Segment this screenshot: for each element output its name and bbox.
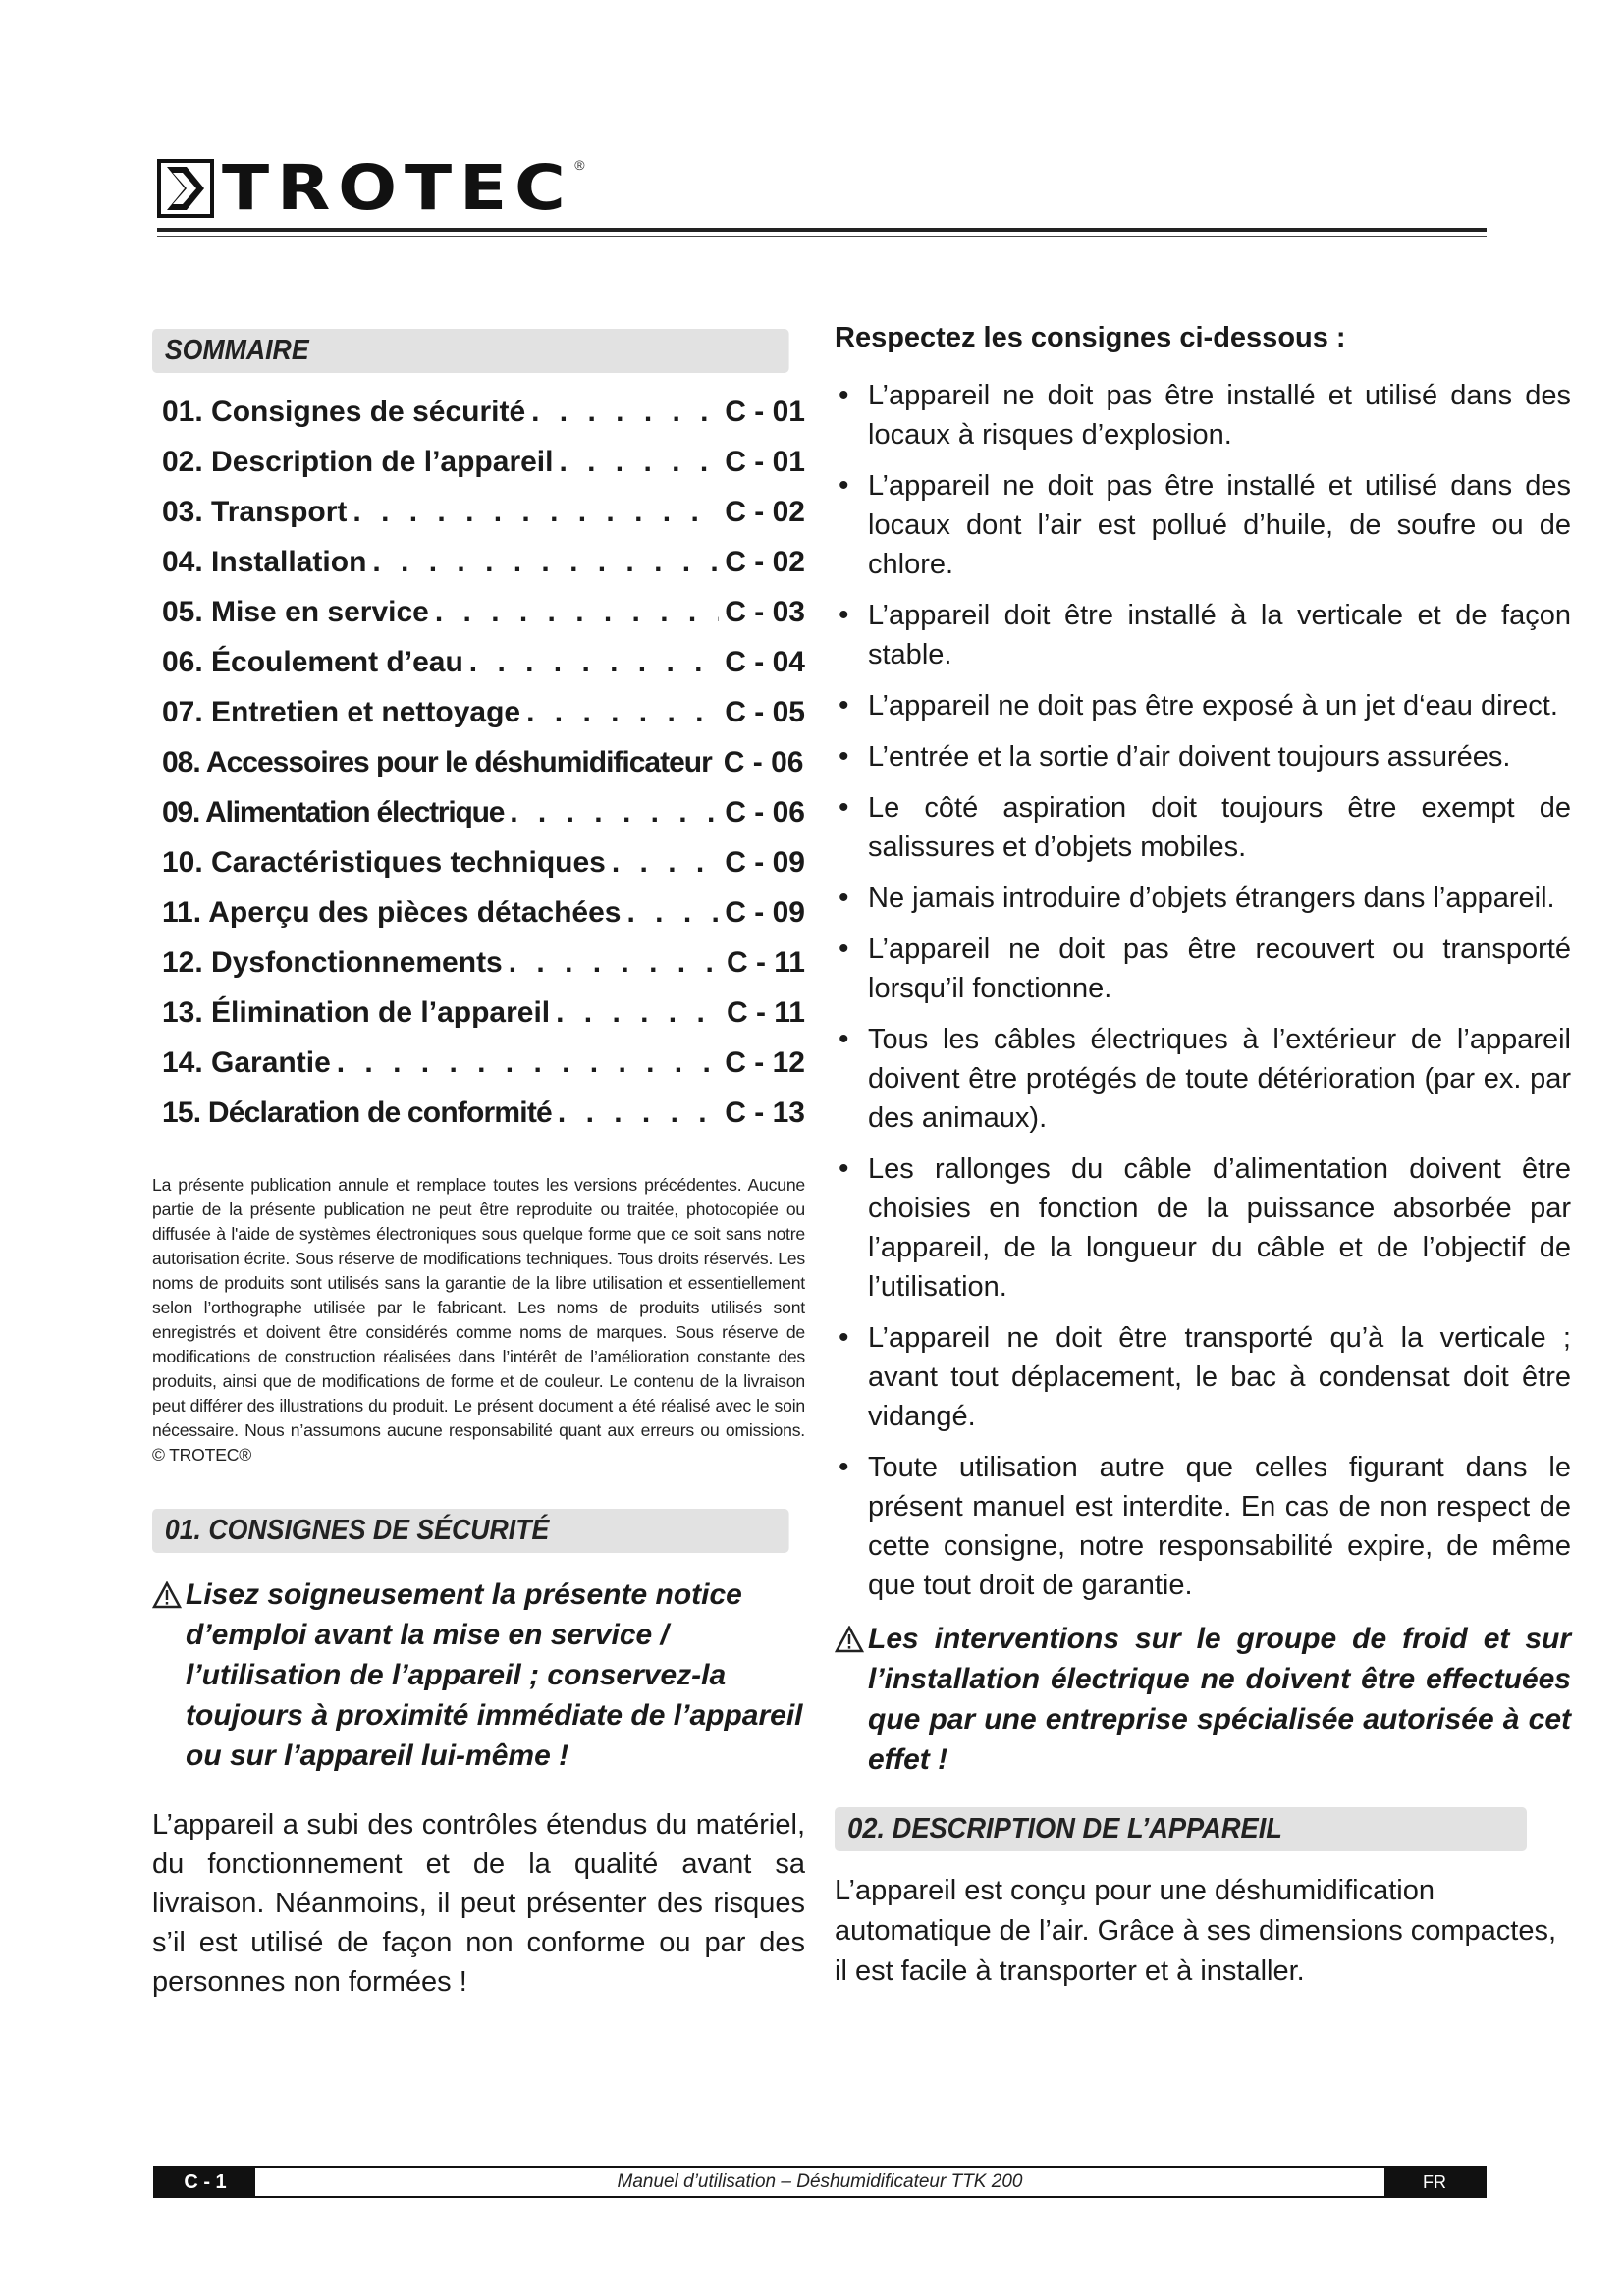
trotec-logo [157,152,585,224]
toc-entry-page: C - 13 [725,1096,805,1129]
toc-leader [626,887,719,937]
trotec-logo-mark-icon [157,159,214,218]
toc-entry-10[interactable] [152,837,805,887]
toc-leader [469,637,720,687]
toc-entry-title: 15. Déclaration de conformité [162,1096,552,1129]
footer-title: Manuel d’utilisation – Déshumidificateur TTK 200 [617,2171,1023,2192]
list-item: • Toute utilisation autre que celles figurant dans le présent manuel est interdite. En cas de non respect de cette consigne, notre responsabilité expire, de même que tout droit de garantie. [835,1448,1571,1605]
list-item: • L’appareil ne doit pas être installé et utilisé dans des locaux dont l’air est pollué d’huile, de soufre ou de chlore. [835,466,1571,584]
warning-triangle-icon [152,1581,182,1609]
toc-entry-11[interactable] [152,887,805,937]
list-item: • L’appareil doit être installé à la verticale et de façon stable. [835,596,1571,674]
list-item: • L’appareil ne doit pas être recouvert ou transporté lorsqu’il fonctionne. [835,930,1571,1008]
warning-triangle-icon [835,1626,864,1653]
toc-entry-06[interactable] [152,637,805,687]
toc-entry-page: C - 01 [725,396,805,428]
toc-leader [352,487,719,537]
list-item: • Tous les câbles électriques à l’extérieur de l’appareil doivent être protégés de toute détérioration (par ex. par des animaux). [835,1020,1571,1138]
toc-entry-page: C - 05 [725,696,805,728]
language-code: FR [1384,2168,1485,2196]
toc-leader [509,937,721,988]
header-rule-thin [157,236,1487,237]
toc-entry-title: 13. Élimination de l’appareil [162,996,551,1029]
safety-heading: 01. CONSIGNES DE SÉCURITÉ [152,1509,788,1553]
toc-entry-title: 10. Caractéristiques techniques [162,846,606,879]
toc-entry-15[interactable] [152,1088,805,1138]
toc-entry-page: C - 09 [725,846,805,879]
toc-entry-page: C - 01 [725,446,805,478]
toc-leader [435,587,719,637]
toc-entry-07[interactable] [152,687,805,737]
toc-entry-title: 01. Consignes de sécurité [162,396,526,428]
safety-warning [152,1575,805,1776]
toc-entry-title: 12. Dysfonctionnements [162,946,503,979]
toc-leader [531,387,719,437]
toc-entry-08[interactable] [152,737,805,787]
toc-leader [556,988,721,1038]
toc-entry-page: C - 06 [723,746,804,778]
left-column [152,329,805,2030]
toc-entry-page: C - 03 [725,596,805,628]
toc-entry-page: C - 02 [725,546,805,578]
toc-entry-02[interactable] [152,437,805,487]
toc-entry-14[interactable] [152,1038,805,1088]
toc-leader [612,837,719,887]
page-footer [153,2166,1487,2198]
toc-entry-09[interactable] [152,787,805,837]
toc-leader [372,537,719,587]
toc-entry-title: 04. Installation [162,546,367,578]
toc-entry-page: C - 04 [725,646,805,678]
right-column [835,322,1571,2020]
header-rule [157,228,1487,232]
toc-entry-03[interactable] [152,487,805,537]
registered-mark: ® [574,157,585,173]
toc-entry-page: C - 06 [725,796,805,828]
list-item: • Les rallonges du câble d’alimentation doivent être choisies en fonction de la puissance absorbée par l’appareil, de la longueur du câble et de l’objectif de l’utilisation. [835,1149,1571,1307]
toc-entry-title: 07. Entretien et nettoyage [162,696,521,728]
toc-entry-12[interactable] [152,937,805,988]
toc-heading: SOMMAIRE [152,329,788,373]
toc-entry-04[interactable] [152,537,805,587]
list-item: • Ne jamais introduire d’objets étrangers dans l’appareil. [835,879,1571,918]
description-text: L’appareil est conçu pour une déshumidification automatique de l’air. Grâce à ses dimensions compactes, il est facile à transporter et à installer. [835,1875,1557,1987]
toc-entry-page: C - 11 [726,996,805,1029]
legal-notice: La présente publication annule et remplace toutes les versions précédentes. Aucune partie de la présente publication ne peut être reproduite ou traitée, photocopiée ou diffusée à l'aide de systèmes électroniques sous quelque forme que ce soit sans notre autorisation écrite. Sous réserve de modifications techniques. Tous droits réservés. Les noms de produits sont utilisés sans la garantie de la libre utilisation et essentiellement selon l’orthographe utilisée par le fabricant. Les noms de produits utilisés sont enregistrés et doivent être considérés comme noms de marques. Sous réserve de modifications de construction réalisées dans l’intérêt de l’amélioration constante des produits, ainsi que de modifications de forme et de couleur. Le contenu de la livraison peut différer des illustrations du produit. Le présent document a été réalisé avec le soin nécessaire. Nous n’assumons aucune responsabilité quant aux erreurs ou omissions. © TROTEC® [152,1175,805,1465]
safety-rules-list [835,376,1571,1605]
list-item: • Le côté aspiration doit toujours être exempt de salissures et d’objets mobiles. [835,788,1571,867]
list-item: • L’entrée et la sortie d’air doivent toujours assurées. [835,737,1571,776]
toc-entry-title: 14. Garantie [162,1046,331,1079]
toc-entry-title: 08. Accessoires pour le déshumidificateur [162,746,712,778]
toc-entry-title: 02. Description de l’appareil [162,446,554,478]
safety-paragraph: L’appareil a subi des contrôles étendus du matériel, du fonctionnement et de la qualité avant sa livraison. Néanmoins, il peut présenter des risques s’il est utilisé de façon non conforme ou par des personnes non formées ! [152,1809,805,1998]
toc-entry-page: C - 11 [726,946,805,979]
toc-entry-01[interactable] [152,387,805,437]
table-of-contents [152,387,805,1138]
toc-leader [558,1088,719,1138]
toc-entry-title: 09. Alimentation électrique [162,796,505,828]
toc-entry-page: C - 02 [725,496,805,528]
list-item: • L’appareil ne doit pas être installé et utilisé dans des locaux à risques d’explosion. [835,376,1571,454]
brand-name: TROTEC [222,152,573,224]
description-heading: 02. DESCRIPTION DE L’APPAREIL [835,1807,1527,1851]
toc-entry-title: 11. Aperçu des pièces détachées [162,896,622,929]
toc-leader [510,787,719,837]
safety-warning-text: Lisez soigneusement la présente notice d’emploi avant la mise en service / l’utilisation de l’appareil ; conservez-la toujours à proximité immédiate de l’appareil ou sur l’appareil lui-même ! [186,1578,803,1772]
list-item: • L’appareil ne doit pas être exposé à un jet d‘eau direct. [835,686,1571,725]
rules-heading: Respectez les consignes ci-dessous : [835,322,1346,353]
toc-leader [526,687,719,737]
toc-entry-05[interactable] [152,587,805,637]
toc-entry-page: C - 09 [725,896,805,929]
toc-leader [559,437,719,487]
page-number: C - 1 [155,2168,255,2196]
toc-entry-13[interactable] [152,988,805,1038]
electrical-warning [835,1619,1571,1780]
toc-entry-title: 05. Mise en service [162,596,429,628]
toc-leader [337,1038,720,1088]
toc-entry-title: 03. Transport [162,496,348,528]
toc-entry-title: 06. Écoulement d’eau [162,646,463,678]
toc-entry-page: C - 12 [725,1046,805,1079]
list-item: • L’appareil ne doit être transporté qu’à la verticale ; avant tout déplacement, le bac à condensat doit être vidangé. [835,1318,1571,1436]
electrical-warning-text: Les interventions sur le groupe de froid et sur l’installation électrique ne doivent être effectuées que par une entreprise spécialisée autorisée à cet effet ! [868,1623,1571,1776]
